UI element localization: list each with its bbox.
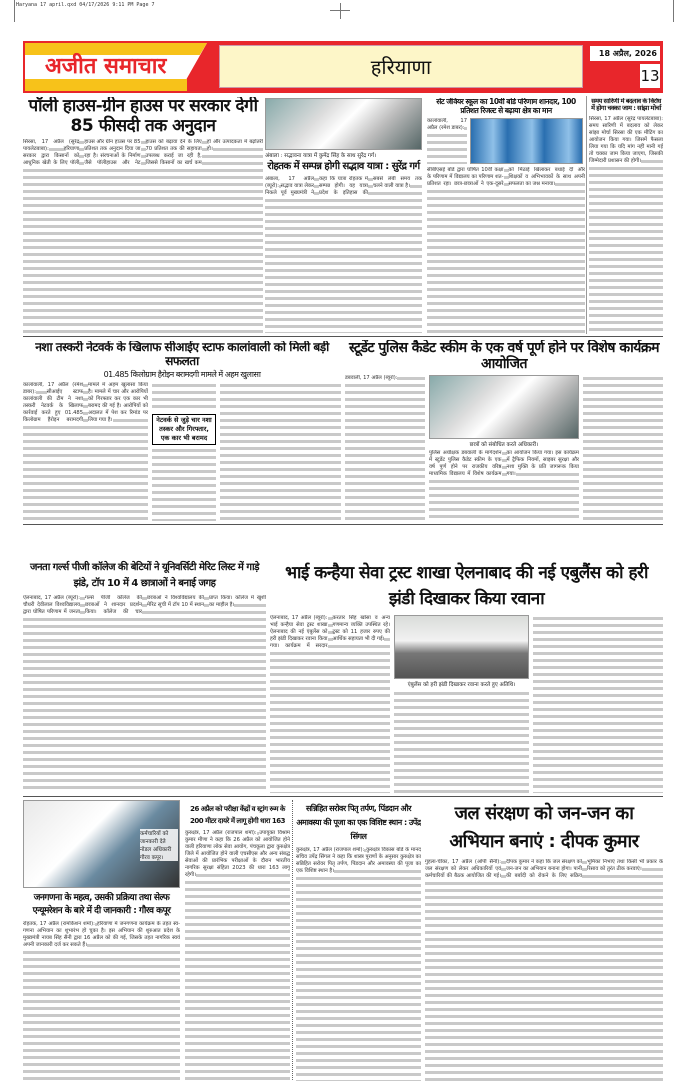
drug-network-columns bbox=[23, 382, 341, 521]
headline-water-conservation: जल संरक्षण को जन-जन का अभियान बनाएं : दीपक कुमार bbox=[449, 803, 639, 852]
article-drug-network-block bbox=[23, 341, 341, 521]
dateline: डबवाली, 17 अप्रैल (ब्यूरो): bbox=[345, 375, 398, 382]
crop-mark bbox=[673, 0, 674, 22]
photo-student-police bbox=[429, 375, 579, 439]
issue-date: 18 अप्रैल, 2026 bbox=[590, 46, 660, 61]
newspaper-logo: अजीत समाचार bbox=[45, 53, 167, 79]
pull-quote-box: नेटवर्क से जुड़े चार नशा तस्कर और गिरफ्तार, एक कार भी बरामद bbox=[152, 414, 216, 445]
article-janta-girls-block bbox=[23, 560, 266, 793]
dateline: कालांवाली, 17 अप्रैल (रमेश डाबर): bbox=[23, 381, 83, 395]
dateline: कुरुक्षेत्र, 17 अप्रैल (राजपाल शर्मा): bbox=[296, 847, 365, 853]
page-number: 13 bbox=[640, 64, 660, 88]
article-body: सीआईए स्टाफ कालांवाली की टीम ने नशा तस्करी नेटवर्क के खिलाफ कार्रवाई करते हुए 01.485 किलोग्राम हैरोइन बरामदगी मामले में अहम खुलासा किया है। मामले में चार और आरोपियों को गिरफ्तार कर एक कार भी बरामद की गई है। आरोपियों को अदालत में पेश कर रिमांड पर लिया गया है। bbox=[23, 381, 148, 423]
article-water-conservation bbox=[425, 859, 663, 1081]
article-sannihit-block bbox=[296, 802, 421, 1081]
photo-caption: कर्मचारियों को जानकारी देते नोडल अधिकारी गौरव कपूर। bbox=[140, 829, 178, 861]
section-divider bbox=[23, 796, 663, 797]
student-police-columns bbox=[345, 375, 663, 521]
ambulance-columns bbox=[270, 615, 663, 793]
article-ambulance-cont bbox=[533, 615, 663, 793]
article-drug-network-cont bbox=[152, 447, 216, 521]
photo-toppers bbox=[470, 118, 583, 164]
headline-sadbhav-yatra: रोहतक में सम्पन्न होगी सद्भाव यात्रा : सुरेंद्र गर्ग bbox=[267, 161, 420, 172]
headline-chakka-jam: समय सारिणी में बदलाव के विरोध में होगा चक्का जाम : सांझा मोर्चा bbox=[591, 98, 661, 113]
article-st-xavier bbox=[427, 167, 585, 333]
article-chakka-jam bbox=[589, 116, 663, 333]
article-census bbox=[23, 921, 180, 1081]
headline-section-163: 26 अप्रैल को परीक्षा केंद्रों व स्ट्रांग रूम के 200 मीटर दायरे में लागू होगी धारा 163 bbox=[190, 805, 285, 825]
photo-ambulance-flag-off bbox=[394, 615, 529, 679]
article-body: हरियाणा सरकार द्वारा किसानों को आधुनिक खेती के लिए पॉली हाउस और ग्रीन हाउस पर 85 प्रतिशत तक अनुदान दिया जा रहा है। संरचनाओं के निर्माण जैसे पॉलीहाउस और नेट हाउस को बढ़ावा देने के लिए 70 प्रतिशत तक की सहायता उपलब्ध कराई जा रही है, जिससे किसानों का खर्च कम हो और उत्पादकता में बढ़ोतरी हो। bbox=[23, 139, 263, 167]
article-section-163-block bbox=[185, 803, 290, 1081]
dateline: कालांवाली, 17 अप्रैल (रमेश डाबर): bbox=[427, 118, 467, 132]
dateline: सिरसा, 17 अप्रैल (सुरेंद्र पायलेटबाबा): bbox=[589, 115, 663, 122]
article-body: उपायुक्त विश्राम कुमार मीणा ने कहा कि 26 अप्रैल को आयोजित होने वाली हरियाणा लोक सेवा आयोग, पंचकूला द्वारा कुरुक्षेत्र जिले में आयोजित होने वाली एचसीएस और अन्य संबद्ध सेवाओं की प्रारंभिक परीक्षाओं के दौरान भारतीय नागरिक सुरक्षा संहिता 2023 की धारा 163 लागू रहेगी। bbox=[185, 830, 290, 878]
pull-quote-column bbox=[152, 382, 216, 521]
article-ambulance-cont bbox=[394, 690, 529, 793]
article-ambulance-block bbox=[270, 560, 663, 793]
article-body: सीबीएसई बोर्ड द्वारा घोषित 10वीं कक्षा के परिणाम में विद्यालय का परिणाम शत-प्रतिशत रहा। छात्र-छात्राओं ने एक-दूसरे को मिठाई खिलाकर बधाई दी और शिक्षकों व अभिभावकों के साथ अपनी सफलता का जश्न मनाया। bbox=[427, 167, 585, 188]
article-polyhouse bbox=[23, 139, 263, 333]
article-student-police-lead bbox=[345, 375, 425, 521]
article-st-xavier-block bbox=[427, 98, 585, 333]
headline-census: जनगणना के महत्व, उसकी प्रक्रिया तथा सेल्फ एन्यूमरेशन के बारे में दी जानकारी : गौरव कपूर bbox=[32, 893, 171, 916]
article-sadbhav-yatra bbox=[265, 176, 422, 334]
article-sannihit-sarovar bbox=[296, 847, 421, 1081]
column-divider bbox=[292, 800, 293, 1080]
article-body: सद्भाव यात्रा लेकर निकले पूर्व मुख्यमंत्री ने कहा कि यात्रा रोहतक में सम्पन्न होगी। यह यात्रा प्रदेश के इतिहास की सबसे लंबी समय तक चलने वाली यात्रा है। bbox=[265, 175, 422, 196]
column-divider bbox=[586, 96, 587, 334]
article-body: जल संरक्षण को लेकर अधिकारियों एवं कर्मचारियों की बैठक आयोजित की गई। दीपक कुमार ने कहा कि जल संरक्षण को जन-जन का अभियान बनाना होगा। पानी की बर्बादी को रोकने के लिए सक्रिय भूमिका निभाएं तथा किसी भी प्रकार के रिसाव को तुरंत ठीक करवाएं। bbox=[425, 859, 663, 879]
logo-stripe bbox=[25, 79, 187, 91]
photo-caption: छात्रों को संबोधित करते अधिकारी। bbox=[469, 442, 539, 449]
article-student-police-block bbox=[345, 340, 663, 521]
photo-caption: अंबाला : सद्भावना यात्रा में कुमेंद्र सिंह के साथ सुरेंद्र गर्ग। bbox=[265, 153, 377, 159]
print-slug: Haryana 17 april.qxd 04/17/2026 9:11 PM Page 7 bbox=[16, 2, 155, 8]
article-st-xavier-lead bbox=[427, 118, 467, 164]
dateline: ऐलनाबाद, 17 अप्रैल (ब्यूरो): bbox=[23, 595, 80, 601]
dateline: अंबाला, 17 अप्रैल (ब्यूरो): bbox=[265, 175, 314, 189]
article-drug-network bbox=[23, 382, 148, 521]
headline-drug-network: नशा तस्करी नेटवर्क के खिलाफ सीआईए स्टाफ कालांवाली को मिली बड़ी सफलता bbox=[35, 341, 329, 368]
article-section-163 bbox=[185, 830, 290, 1081]
article-body: भाई कन्हैया सेवा ट्रस्ट शाखा ऐलनाबाद की नई एंबुलेंस को हरी झंडी दिखाकर रवाना किया गया। कार्यक्रम में सरदार करतार सिंह खोसा व अन्य गणमान्य व्यक्ति उपस्थित रहे। ट्रस्ट को 11 हजार रुपए की आर्थिक सहायता भी दी गई। bbox=[270, 615, 390, 649]
article-body: कुरुक्षेत्र विकास बोर्ड के मानद सचिव उपेंद्र सिंगल ने कहा कि शास्त्र पुराणों के अनुसार कुरुक्षेत्र का सन्निहित सरोवर पितृ तर्पण, पिंडदान और अमावस्या की पूजा का एक विशिष्ट स्थान है। bbox=[296, 847, 421, 874]
subheadline-heroin: 01.485 किलोग्राम हैरोइन बरामदगी मामले में अहम खुलासा bbox=[103, 369, 261, 379]
student-police-middle bbox=[429, 375, 579, 521]
dateline: सिरसा, 17 अप्रैल (सुरेंद्र पायलेटबाबा): bbox=[23, 139, 80, 153]
article-student-police-cont bbox=[583, 375, 663, 521]
article-body: समय सारिणी में बदलाव को लेकर सांझा मोर्चा सिरसा की एक मीटिंग का आयोजन किया गया। जिसमें फैसला लिया गया कि यदि मांग नहीं मानी गई तो चक्का जाम किया जाएगा, जिसकी जिम्मेदारी प्रशासन की होगी। bbox=[589, 122, 663, 164]
article-ambulance-lead bbox=[270, 615, 390, 793]
article-janta-girls bbox=[23, 595, 266, 793]
article-chakka-jam-block bbox=[589, 98, 663, 333]
ambulance-middle bbox=[394, 615, 529, 793]
article-drug-network-cont bbox=[152, 382, 216, 412]
dateline: रोहतक, 17 अप्रैल (रामकिशन शर्मा): bbox=[23, 921, 95, 927]
st-xavier-lead-row bbox=[427, 118, 585, 164]
dateline: गुहला-चीका, 17 अप्रैल (ओपी सैनी): bbox=[425, 859, 501, 865]
article-sadbhav-block bbox=[265, 98, 422, 333]
headline-polyhouse: पॉली हाउस-ग्रीन हाउस पर सरकार देगी 85 फीसदी तक अनुदान bbox=[28, 97, 258, 136]
dateline: कुरुक्षेत्र, 17 अप्रैल (राजपाल शर्मा): bbox=[185, 830, 257, 836]
registration-mark bbox=[340, 3, 341, 19]
section-divider bbox=[23, 524, 663, 525]
article-census-block bbox=[23, 892, 180, 1081]
headline-student-police: स्टूडेंट पुलिस कैडेट स्कीम के एक वर्ष पूर्ण होने पर विशेष कार्यक्रम आयोजित bbox=[348, 340, 660, 373]
article-body: पुलिस अधीक्षक डबवाली के मार्गदर्शन में स्टूडेंट पुलिस कैडेट स्कीम के एक वर्ष पूर्ण होने पर राजकीय वरिष्ठ माध्यमिक विद्यालय में विशेष कार्यक्रम का आयोजन किया गया। इस कार्यक्रम में ट्रैफिक नियमों, साइबर सुरक्षा और नशा मुक्ति के प्रति जागरूक किया गया। bbox=[429, 450, 579, 478]
headline-janta-girls: जनता गर्ल्स पीजी कॉलेज की बेटियों ने यूनिवर्सिटी मेरिट लिस्ट में गाड़े झंडे, टॉप 10 में 4 छात्राओं ने बनाई जगह bbox=[30, 562, 259, 589]
headline-st-xavier: सेंट जेवियर स्कूल का 10वीं बोर्ड परिणाम शानदार, 100 प्रतिशत रिजल्ट से बढ़ाया क्षेत्र का मान bbox=[436, 98, 576, 115]
section-divider bbox=[23, 336, 663, 337]
headline-sannihit-sarovar: सन्निहित सरोवर पितृ तर्पण, पिंडदान और अमावस्या की पूजा का एक विशिष्ट स्थान : उपेंद्र सिंगल bbox=[296, 804, 421, 841]
article-student-police bbox=[429, 450, 579, 521]
dateline: ऐलनाबाद, 17 अप्रैल (ब्यूरो): bbox=[270, 615, 328, 621]
article-water-block bbox=[425, 800, 663, 1081]
crop-mark bbox=[14, 0, 15, 22]
article-drug-network-cont bbox=[220, 382, 341, 521]
photo-caption: एंबुलेंस को हरी झंडी दिखाकर रवाना करते हुए अतिथि। bbox=[407, 682, 516, 688]
section-title: हरियाणा bbox=[219, 45, 583, 88]
article-polyhouse-block bbox=[23, 97, 263, 333]
headline-ambulance: भाई कन्हैया सेवा ट्रस्ट शाखा ऐलनाबाद की नई एबुलैंस को हरी झंडी दिखाकर किया रवाना bbox=[285, 563, 648, 609]
photo-sadbhav-yatra bbox=[265, 98, 422, 150]
article-body: चौधरी देवीलाल विश्वविद्यालय द्वारा घोषित परिणाम में जनता गर्ल्स पीजी कॉलेज की छात्राओं ने शानदार प्रदर्शन किया। कॉलेज की चार छात्राओं ने विश्वविद्यालय की मेरिट सूची में टॉप 10 में स्थान प्राप्त किया। कॉलेज में खुशी का माहौल है। bbox=[23, 595, 266, 615]
article-body: हरियाणा में जनगणना कार्यक्रम के तहत स्व-गणना अभियान का शुभारंभ हो चुका है। इस अभियान की शुरुआत प्रदेश के मुख्यमंत्री नायब सिंह सैनी द्वारा 16 अप्रैल को की गई, जिसके तहत नागरिक स्वयं अपनी जानकारी दर्ज कर सकते हैं। bbox=[23, 921, 180, 948]
